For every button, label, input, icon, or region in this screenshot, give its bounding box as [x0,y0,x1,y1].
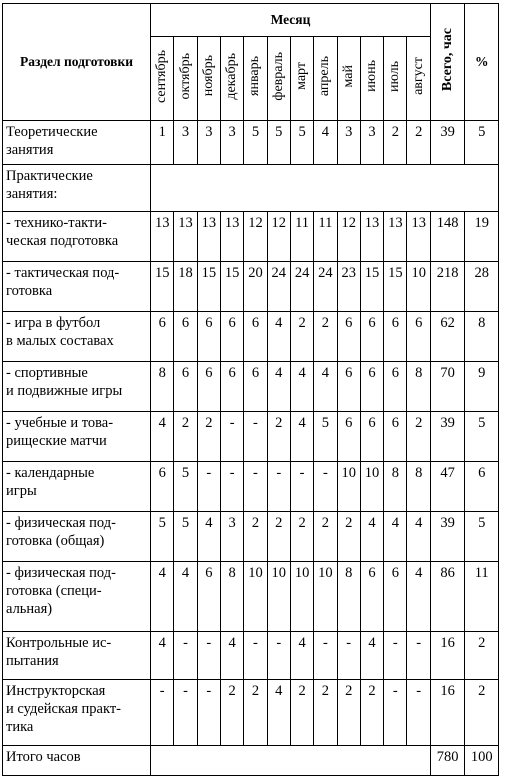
month-value-cell: 13 [384,212,407,262]
month-value-cell: 3 [174,121,197,165]
month-header: май [337,37,360,121]
month-value-cell: 10 [337,462,360,512]
total-cell: 148 [430,212,464,262]
total-cell: 86 [430,562,464,632]
month-value-cell: 6 [174,362,197,412]
row-label: Итого часов [3,746,151,776]
month-value-cell: 24 [290,262,313,312]
month-value-cell: 11 [314,212,337,262]
month-value-cell: 4 [314,121,337,165]
month-value-cell: - [197,680,220,746]
month-value-cell: 3 [360,121,383,165]
month-value-cell: - [244,462,267,512]
month-value-cell: 10 [290,562,313,632]
month-value-cell: - [267,462,290,512]
table-row [3,512,499,562]
month-value-cell: 4 [407,562,430,632]
month-value-cell: 4 [267,362,290,412]
row-label: - игра в футбол в малых составах [3,312,151,362]
month-value-cell: 2 [267,512,290,562]
month-value-cell: - [314,632,337,680]
training-plan-table [2,3,499,776]
table-row [3,362,499,412]
month-value-cell: 1 [151,121,174,165]
month-header: декабрь [220,37,243,121]
row-label: Практические занятия: [3,165,151,212]
month-header: сентябрь [151,37,174,121]
month-value-cell: 6 [197,312,220,362]
month-value-cell: - [244,632,267,680]
month-value-cell: 6 [407,312,430,362]
month-value-cell: 2 [290,312,313,362]
month-value-cell: 2 [267,412,290,462]
row-label: Инструкторская и судейская практ- тика [3,680,151,746]
month-value-cell: - [174,680,197,746]
month-value-cell: 2 [407,121,430,165]
month-value-cell: - [267,632,290,680]
month-group-header: Месяц [151,4,431,37]
month-value-cell: 6 [244,312,267,362]
month-value-cell: 4 [267,680,290,746]
month-value-cell: 3 [337,121,360,165]
month-value-cell: 15 [360,262,383,312]
month-value-cell: 4 [151,412,174,462]
percent-header: % [465,4,499,121]
month-value-cell: 10 [360,462,383,512]
month-value-cell: 2 [337,512,360,562]
month-value-cell: 2 [174,412,197,462]
month-value-cell: 4 [197,512,220,562]
month-value-cell: 13 [151,212,174,262]
month-value-cell: 2 [314,312,337,362]
percent-cell: 100 [465,746,499,776]
month-value-cell: 3 [220,512,243,562]
section-header: Раздел подготовки [3,4,151,121]
month-value-cell: 13 [360,212,383,262]
month-value-cell: 2 [244,680,267,746]
month-value-cell: 5 [244,121,267,165]
month-value-cell: 8 [407,362,430,412]
month-value-cell: 5 [174,512,197,562]
month-value-cell: 6 [337,312,360,362]
month-value-cell: 5 [174,462,197,512]
month-value-cell: 13 [407,212,430,262]
month-value-cell: 6 [220,362,243,412]
month-value-cell: 6 [360,312,383,362]
total-cell: 70 [430,362,464,412]
month-value-cell: 6 [384,362,407,412]
month-value-cell: - [220,462,243,512]
percent-cell: 9 [465,362,499,412]
month-value-cell: 10 [244,562,267,632]
row-label: - календарные игры [3,462,151,512]
month-value-cell: 6 [384,312,407,362]
table-row [3,121,499,165]
month-value-cell: 2 [337,680,360,746]
month-value-cell: 2 [290,512,313,562]
row-label: - учебные и това- рищеские матчи [3,412,151,462]
total-cell: 780 [430,746,464,776]
month-header: февраль [267,37,290,121]
month-value-cell: - [197,462,220,512]
month-value-cell: 4 [267,312,290,362]
month-value-cell: 8 [220,562,243,632]
month-value-cell: 2 [220,680,243,746]
month-value-cell: 6 [337,362,360,412]
month-header: июль [384,37,407,121]
month-value-cell: 2 [384,121,407,165]
row-label: - тактическая под- готовка [3,262,151,312]
total-cell: 39 [430,512,464,562]
month-value-cell: - [384,632,407,680]
month-value-cell: 6 [384,412,407,462]
table-row [3,165,499,212]
month-value-cell: - [151,680,174,746]
percent-cell: 11 [465,562,499,632]
total-cell: 39 [430,121,464,165]
month-value-cell: 2 [244,512,267,562]
month-value-cell: 6 [151,462,174,512]
percent-cell: 8 [465,312,499,362]
month-value-cell: 4 [360,632,383,680]
month-value-cell: 8 [337,562,360,632]
row-label: Теоретические занятия [3,121,151,165]
empty-span-cell [151,165,499,212]
month-value-cell: 20 [244,262,267,312]
month-value-cell: - [407,632,430,680]
month-value-cell: 10 [267,562,290,632]
month-value-cell: 6 [360,362,383,412]
total-cell: 16 [430,632,464,680]
total-cell: 39 [430,412,464,462]
month-value-cell: - [174,632,197,680]
month-value-cell: 2 [407,412,430,462]
month-header: август [407,37,430,121]
month-value-cell: - [314,462,337,512]
month-value-cell: 4 [384,512,407,562]
percent-cell: 5 [465,412,499,462]
month-value-cell: 8 [151,362,174,412]
table-row [3,412,499,462]
month-value-cell: 15 [220,262,243,312]
month-header: апрель [314,37,337,121]
percent-cell: 5 [465,512,499,562]
month-value-cell: 11 [290,212,313,262]
month-header: июнь [360,37,383,121]
month-value-cell: 4 [290,412,313,462]
month-value-cell: 2 [360,680,383,746]
month-value-cell: - [290,462,313,512]
month-value-cell: 4 [174,562,197,632]
month-value-cell: 23 [337,262,360,312]
month-value-cell: 6 [360,562,383,632]
month-value-cell: 6 [197,562,220,632]
month-value-cell: 4 [220,632,243,680]
percent-cell: 2 [465,632,499,680]
month-value-cell: 18 [174,262,197,312]
month-value-cell: 12 [337,212,360,262]
month-value-cell: 8 [407,462,430,512]
month-header: январь [244,37,267,121]
month-value-cell: 6 [384,562,407,632]
month-header: ноябрь [197,37,220,121]
total-cell: 16 [430,680,464,746]
month-value-cell: 2 [314,512,337,562]
table-row [3,262,499,312]
month-value-cell: 4 [360,512,383,562]
month-value-cell: 13 [220,212,243,262]
row-label: Контрольные ис- пытания [3,632,151,680]
row-label: - физическая под- готовка (общая) [3,512,151,562]
percent-cell: 5 [465,121,499,165]
table-row [3,632,499,680]
table-row [3,312,499,362]
month-value-cell: - [197,632,220,680]
month-value-cell: 12 [244,212,267,262]
month-value-cell: - [244,412,267,462]
month-value-cell: 6 [151,312,174,362]
table-row [3,680,499,746]
month-value-cell: - [220,412,243,462]
month-value-cell: 13 [174,212,197,262]
total-cell: 47 [430,462,464,512]
row-label: - спортивные и подвижные игры [3,362,151,412]
percent-cell: 2 [465,680,499,746]
month-value-cell: 12 [267,212,290,262]
month-value-cell: 5 [314,412,337,462]
month-value-cell: 8 [384,462,407,512]
month-value-cell: 4 [151,562,174,632]
month-header: март [290,37,313,121]
month-value-cell: - [384,680,407,746]
month-value-cell: 6 [244,362,267,412]
table-row [3,746,499,776]
month-value-cell: 4 [314,362,337,412]
month-value-cell: 10 [314,562,337,632]
table-row [3,462,499,512]
month-value-cell: 2 [314,680,337,746]
month-value-cell: 4 [290,632,313,680]
total-header: Всего, час [430,4,464,121]
month-value-cell: 4 [151,632,174,680]
month-value-cell: 4 [290,362,313,412]
month-value-cell: 6 [337,412,360,462]
month-value-cell: 6 [360,412,383,462]
row-label: - физическая под- готовка (специ- альная) [3,562,151,632]
total-cell: 218 [430,262,464,312]
month-value-cell: 10 [407,262,430,312]
month-value-cell: 6 [174,312,197,362]
table-row [3,212,499,262]
month-value-cell: 15 [151,262,174,312]
month-value-cell: 6 [197,362,220,412]
month-value-cell: 24 [314,262,337,312]
month-value-cell: 5 [267,121,290,165]
month-value-cell: 6 [220,312,243,362]
row-label: - технико-такти- ческая подготовка [3,212,151,262]
month-value-cell: 15 [384,262,407,312]
table-row [3,562,499,632]
month-header: октябрь [174,37,197,121]
month-value-cell: 24 [267,262,290,312]
month-value-cell: 15 [197,262,220,312]
month-value-cell: 2 [290,680,313,746]
month-value-cell: 5 [290,121,313,165]
total-cell: 62 [430,312,464,362]
month-value-cell: - [407,680,430,746]
percent-cell: 28 [465,262,499,312]
month-value-cell: 3 [197,121,220,165]
empty-span-cell [151,746,431,776]
month-value-cell: 13 [197,212,220,262]
percent-cell: 6 [465,462,499,512]
month-value-cell: 3 [220,121,243,165]
month-value-cell: 5 [151,512,174,562]
percent-cell: 19 [465,212,499,262]
month-value-cell: 2 [197,412,220,462]
month-value-cell: 4 [407,512,430,562]
month-value-cell: - [337,632,360,680]
